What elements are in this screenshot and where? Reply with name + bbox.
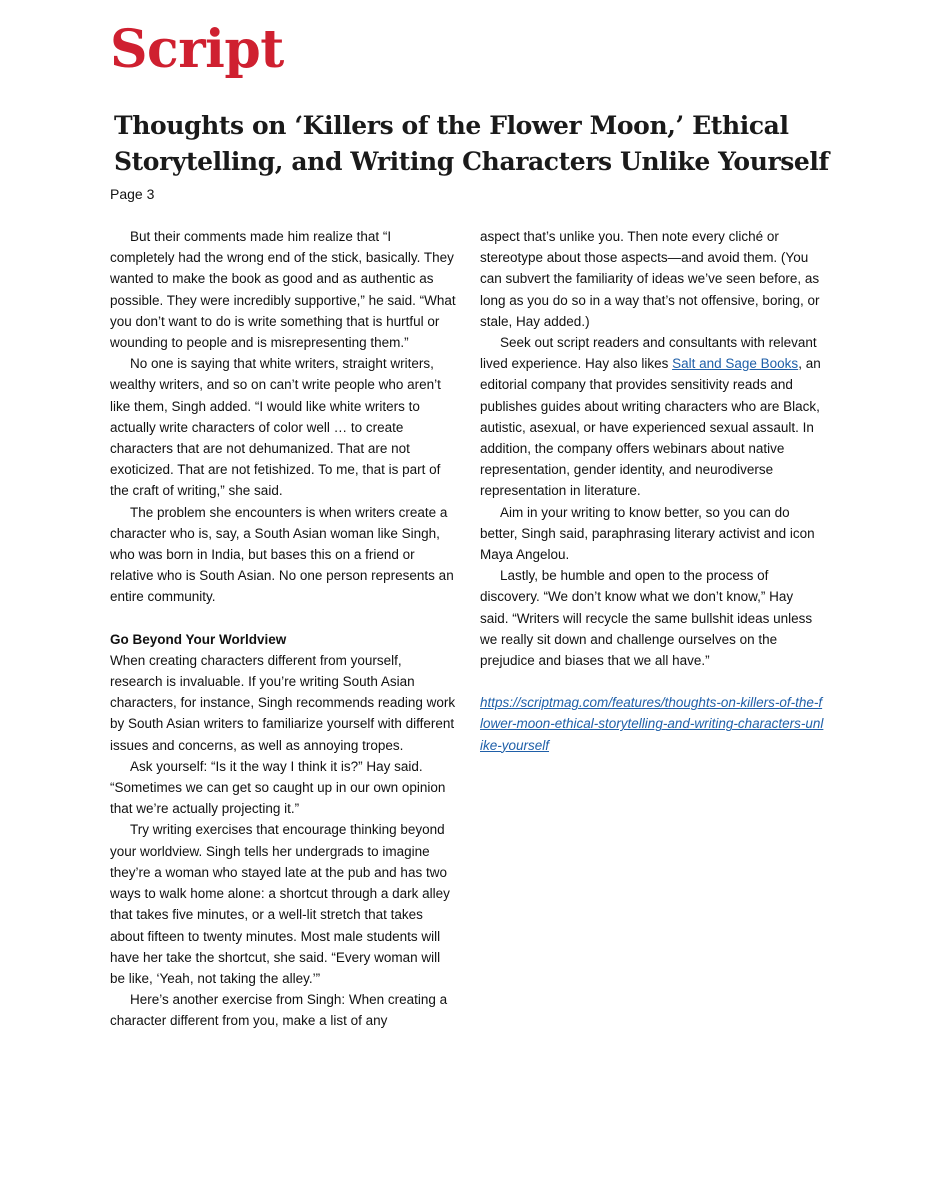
article-headline: Thoughts on ‘Killers of the Flower Moon,’ Ethical Storytelling, and Writing Characters Unlike Yourself <box>114 111 829 176</box>
page-number: Page 3 <box>110 186 155 202</box>
paragraph: Lastly, be humble and open to the process of discovery. “We don’t know what we don’t know,” Hay said. “Writers will recycle the same bullshit ideas unless we really sit down and challenge ourselves on the prejudice and biases that we all have.” <box>480 568 813 669</box>
paragraph: Here’s another exercise from Singh: When creating a character different from you, make a list of any <box>110 992 448 1029</box>
paragraph: Ask yourself: “Is it the way I think it is?” Hay said. “Sometimes we can get so caught up in our own opinion that we’re actually projecting it.” <box>110 758 446 817</box>
paragraph: No one is saying that white writers, straight writers, wealthy writers, and so on can’t write people who aren’t like them, Singh added. “I would like white writers to actually write characters of color well … to create characters that are not dehumanized. That are not exoticized. That are not fetishized. To me, that is part of the craft of writing,” she said. <box>110 356 441 499</box>
paragraph: Try writing exercises that encourage thinking beyond your worldview. Singh tells her undergrads to imagine they’re a woman who stayed late at the pub and has two ways to walk home alone: a shortcut through a dark alley that takes five minutes, or a well-lit stretch that takes about fifteen to twenty minutes. Most male students will have her take the shortcut, she said. “Every woman will be like, ‘Yeah, not taking the alley.’” <box>110 822 450 986</box>
paragraph: But their comments made him realize that “I completely had the wrong end of the stick, basically. They wanted to make the book as good and as authentic as possible. They were incredibly supportive,” he said. “What you don’t want to do is write something that is hurtful or wounding to people and is misrepresenting them.” <box>110 229 456 351</box>
right-column <box>480 226 825 756</box>
source-url-link[interactable]: https://scriptmag.com/features/thoughts-on-killers-of-the-flower-moon-ethical-storytelling-and-writing-characters-unlike-yourself <box>480 695 824 753</box>
paragraph <box>480 332 825 502</box>
paragraph: aspect that’s unlike you. Then note every cliché or stereotype about those aspects—and avoid them. (You can subvert the familiarity of ideas we’ve seen before, as long as you do so in a way that’s not offensive, boring, or stale, Hay added.) <box>480 229 820 329</box>
paragraph-text: , an editorial company that provides sensitivity reads and publishes guides about writing characters who are Black, autistic, asexual, or have experienced sexual assault. In addition, the company offers webinars about native representation, gender identity, and neurodiverse representation in literature. <box>480 356 821 499</box>
left-column <box>110 226 456 1032</box>
paragraph-text: Seek out script readers and consultants with relevant lived experience. Hay also likes <box>480 335 817 372</box>
script-logo: Script <box>110 19 284 80</box>
section-heading: Go Beyond Your Worldview <box>110 631 287 647</box>
source-url-block <box>480 692 825 756</box>
paragraph: When creating characters different from yourself, research is invaluable. If you’re writing South Asian characters, for instance, Singh recommends reading work by South Asian writers to familiarize yourself with different issues and concerns, as well as annoying tropes. <box>110 652 456 753</box>
paragraph: Aim in your writing to know better, so you can do better, Singh said, paraphrasing literary activist and icon Maya Angelou. <box>480 504 815 563</box>
paragraph: The problem she encounters is when writers create a character who is, say, a South Asian woman like Singh, who was born in India, but bases this on a friend or relative who is South Asian. No one person represents an entire community. <box>110 504 454 605</box>
salt-and-sage-books-link[interactable]: Salt and Sage Books <box>672 356 799 372</box>
